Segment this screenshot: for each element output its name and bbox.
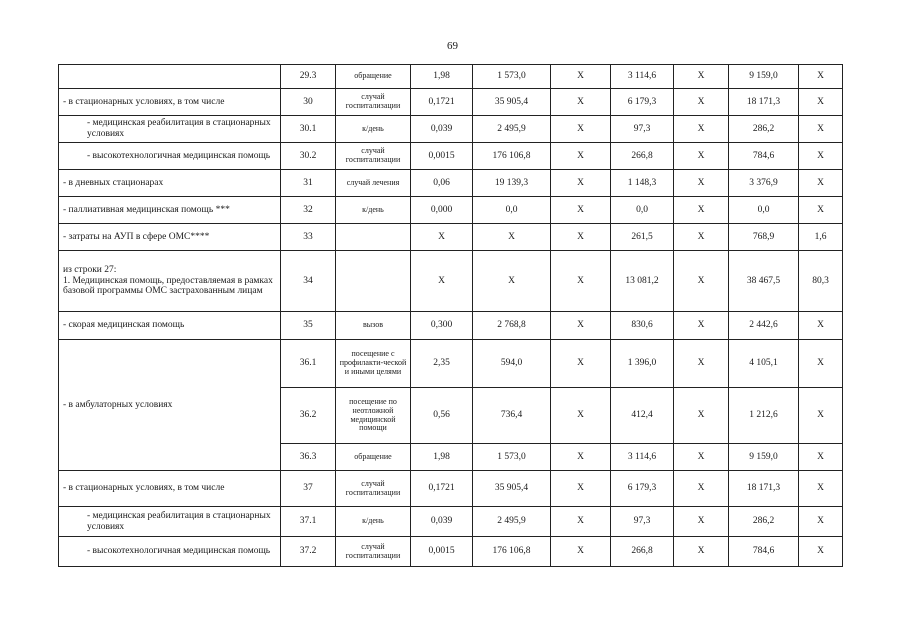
row-c9: Х xyxy=(799,89,843,116)
table-row xyxy=(59,471,843,507)
table-row xyxy=(59,89,843,116)
row-c5: Х xyxy=(551,507,611,537)
row-c9: 1,6 xyxy=(799,224,843,251)
row-cost: 176 106,8 xyxy=(473,537,551,567)
row-unit xyxy=(336,224,411,251)
row-c5: Х xyxy=(551,251,611,312)
row-norm: 0,06 xyxy=(411,170,473,197)
row-c6: 97,3 xyxy=(611,116,674,143)
row-c6: 6 179,3 xyxy=(611,89,674,116)
row-c6: 266,8 xyxy=(611,143,674,170)
row-c7: Х xyxy=(674,170,729,197)
row-cost: 19 139,3 xyxy=(473,170,551,197)
row-c5: Х xyxy=(551,444,611,471)
table-row xyxy=(59,251,843,312)
row-c7: Х xyxy=(674,251,729,312)
row-code: 37.1 xyxy=(281,507,336,537)
row-code: 36.1 xyxy=(281,340,336,388)
table-row xyxy=(59,197,843,224)
row-code: 37 xyxy=(281,471,336,507)
table-row xyxy=(59,65,843,89)
row-c7: Х xyxy=(674,143,729,170)
row-norm: Х xyxy=(411,224,473,251)
row-c9: 80,3 xyxy=(799,251,843,312)
row-c7: Х xyxy=(674,116,729,143)
row-unit: случай лечения xyxy=(336,170,411,197)
row-c9: Х xyxy=(799,170,843,197)
row-c8: 18 171,3 xyxy=(729,89,799,116)
table-row xyxy=(59,143,843,170)
row-norm: 0,56 xyxy=(411,388,473,444)
row-c5: Х xyxy=(551,224,611,251)
row-c7: Х xyxy=(674,65,729,89)
row-c7: Х xyxy=(674,388,729,444)
table-row xyxy=(59,507,843,537)
row-c8: 784,6 xyxy=(729,537,799,567)
row-norm: 1,98 xyxy=(411,65,473,89)
row-cost: Х xyxy=(473,251,551,312)
row-c8: 4 105,1 xyxy=(729,340,799,388)
row-c9: Х xyxy=(799,537,843,567)
table-row xyxy=(59,537,843,567)
row-c8: 3 376,9 xyxy=(729,170,799,197)
row-c9: Х xyxy=(799,340,843,388)
row-norm: 0,039 xyxy=(411,116,473,143)
row-c5: Х xyxy=(551,143,611,170)
row-c8: 2 442,6 xyxy=(729,312,799,340)
row-norm: 1,98 xyxy=(411,444,473,471)
row-cost: 35 905,4 xyxy=(473,89,551,116)
row-cost: 736,4 xyxy=(473,388,551,444)
row-cost: 176 106,8 xyxy=(473,143,551,170)
row-c7: Х xyxy=(674,224,729,251)
row-norm: 0,300 xyxy=(411,312,473,340)
row-c7: Х xyxy=(674,444,729,471)
row-c8: 286,2 xyxy=(729,507,799,537)
row-name: - скорая медицинская помощь xyxy=(59,312,281,340)
row-c7: Х xyxy=(674,471,729,507)
row-c8: 38 467,5 xyxy=(729,251,799,312)
row-unit: к/день xyxy=(336,507,411,537)
row-cost: 1 573,0 xyxy=(473,444,551,471)
table-row xyxy=(59,116,843,143)
row-code: 34 xyxy=(281,251,336,312)
row-name: - медицинская реабилитация в стационарных условиях xyxy=(59,507,281,537)
row-c9: Х xyxy=(799,444,843,471)
row-c9: Х xyxy=(799,116,843,143)
row-unit: посещение с профилакти-ческой и иными целями xyxy=(336,340,411,388)
row-c6: 261,5 xyxy=(611,224,674,251)
row-c5: Х xyxy=(551,197,611,224)
row-code: 30.1 xyxy=(281,116,336,143)
row-unit: случай госпитализации xyxy=(336,143,411,170)
row-cost: 35 905,4 xyxy=(473,471,551,507)
row-unit: к/день xyxy=(336,197,411,224)
row-cost: 594,0 xyxy=(473,340,551,388)
row-code: 30.2 xyxy=(281,143,336,170)
row-norm: 0,1721 xyxy=(411,89,473,116)
row-c7: Х xyxy=(674,507,729,537)
row-c5: Х xyxy=(551,471,611,507)
row-c5: Х xyxy=(551,116,611,143)
row-unit: случай госпитализации xyxy=(336,471,411,507)
row-c8: 9 159,0 xyxy=(729,444,799,471)
row-unit: посещение по неотложной медицинской помощи xyxy=(336,388,411,444)
table-row xyxy=(59,340,843,388)
row-unit: обращение xyxy=(336,65,411,89)
row-c9: Х xyxy=(799,471,843,507)
row-c8: 9 159,0 xyxy=(729,65,799,89)
row-c5: Х xyxy=(551,340,611,388)
row-c9: Х xyxy=(799,143,843,170)
row-c9: Х xyxy=(799,312,843,340)
row-unit: случай госпитализации xyxy=(336,89,411,116)
row-name-text: 1. Медицинская помощь, предоставляемая в рамках базовой программы ОМС застрахованным лицам xyxy=(63,275,273,297)
row-c7: Х xyxy=(674,89,729,116)
row-name-heading: из строки 27: xyxy=(63,264,117,275)
row-c5: Х xyxy=(551,65,611,89)
row-c6: 97,3 xyxy=(611,507,674,537)
row-unit: вызов xyxy=(336,312,411,340)
table-row xyxy=(59,312,843,340)
table-row xyxy=(59,170,843,197)
row-unit: к/день xyxy=(336,116,411,143)
row-cost: 2 495,9 xyxy=(473,507,551,537)
row-c8: 286,2 xyxy=(729,116,799,143)
row-c5: Х xyxy=(551,388,611,444)
row-code: 32 xyxy=(281,197,336,224)
row-cost: 2 768,8 xyxy=(473,312,551,340)
row-c8: 0,0 xyxy=(729,197,799,224)
row-unit xyxy=(336,251,411,312)
row-c8: 18 171,3 xyxy=(729,471,799,507)
row-name: - в стационарных условиях, в том числе xyxy=(59,89,281,116)
row-c9: Х xyxy=(799,388,843,444)
row-c5: Х xyxy=(551,312,611,340)
row-cost: 0,0 xyxy=(473,197,551,224)
row-name: - медицинская реабилитация в стационарных условиях xyxy=(59,116,281,143)
row-c5: Х xyxy=(551,170,611,197)
row-name: - паллиативная медицинская помощь *** xyxy=(59,197,281,224)
row-c7: Х xyxy=(674,312,729,340)
row-c9: Х xyxy=(799,65,843,89)
row-name: - в стационарных условиях, в том числе xyxy=(59,471,281,507)
row-c8: 1 212,6 xyxy=(729,388,799,444)
row-c7: Х xyxy=(674,340,729,388)
row-c7: Х xyxy=(674,197,729,224)
row-name: - высокотехнологичная медицинская помощь xyxy=(59,537,281,567)
row-code: 35 xyxy=(281,312,336,340)
table-row xyxy=(59,224,843,251)
row-c6: 1 148,3 xyxy=(611,170,674,197)
row-norm: 0,1721 xyxy=(411,471,473,507)
row-name: - в дневных стационарах xyxy=(59,170,281,197)
row-c8: 784,6 xyxy=(729,143,799,170)
row-c6: 830,6 xyxy=(611,312,674,340)
row-code: 37.2 xyxy=(281,537,336,567)
row-code: 31 xyxy=(281,170,336,197)
row-c6: 412,4 xyxy=(611,388,674,444)
row-code: 29.3 xyxy=(281,65,336,89)
row-c6: 13 081,2 xyxy=(611,251,674,312)
row-unit: случай госпитализации xyxy=(336,537,411,567)
row-c9: Х xyxy=(799,197,843,224)
row-c8: 768,9 xyxy=(729,224,799,251)
row-cost: 1 573,0 xyxy=(473,65,551,89)
row-norm: 0,039 xyxy=(411,507,473,537)
row-name: - высокотехнологичная медицинская помощь xyxy=(59,143,281,170)
row-cost: 2 495,9 xyxy=(473,116,551,143)
data-table xyxy=(58,64,843,567)
row-name: - затраты на АУП в сфере ОМС**** xyxy=(59,224,281,251)
row-c6: 266,8 xyxy=(611,537,674,567)
row-c6: 6 179,3 xyxy=(611,471,674,507)
row-code: 33 xyxy=(281,224,336,251)
row-code: 30 xyxy=(281,89,336,116)
row-name xyxy=(59,251,281,312)
row-c5: Х xyxy=(551,89,611,116)
row-norm: 0,000 xyxy=(411,197,473,224)
row-c6: 1 396,0 xyxy=(611,340,674,388)
row-name: - в амбулаторных условиях xyxy=(59,340,281,471)
row-norm: Х xyxy=(411,251,473,312)
row-c6: 3 114,6 xyxy=(611,444,674,471)
row-norm: 0,0015 xyxy=(411,537,473,567)
row-c9: Х xyxy=(799,507,843,537)
row-c6: 0,0 xyxy=(611,197,674,224)
row-c6: 3 114,6 xyxy=(611,65,674,89)
row-cost: Х xyxy=(473,224,551,251)
row-norm: 0,0015 xyxy=(411,143,473,170)
row-code: 36.2 xyxy=(281,388,336,444)
row-c5: Х xyxy=(551,537,611,567)
row-norm: 2,35 xyxy=(411,340,473,388)
row-unit: обращение xyxy=(336,444,411,471)
page-number: 69 xyxy=(447,40,458,52)
row-c7: Х xyxy=(674,537,729,567)
row-name xyxy=(59,65,281,89)
row-code: 36.3 xyxy=(281,444,336,471)
